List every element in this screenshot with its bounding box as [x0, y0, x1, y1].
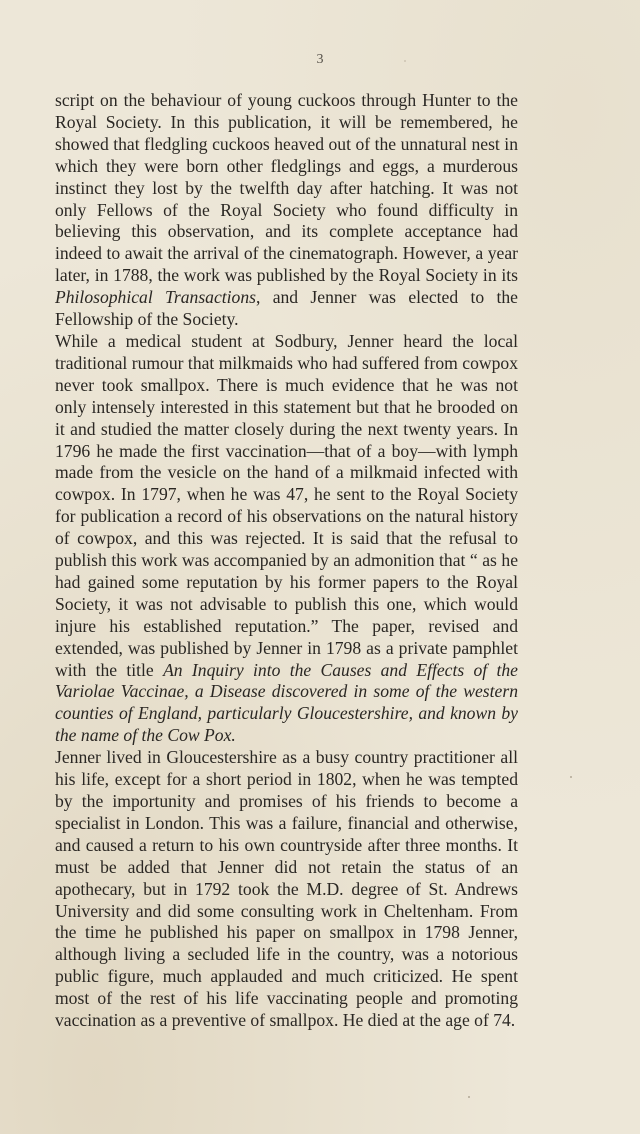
paper-speck — [570, 776, 572, 778]
paragraph-1-italic-title: Philosophical Transactions — [55, 287, 256, 308]
paper-speck — [468, 1096, 470, 1098]
paper-speck — [404, 60, 406, 62]
paragraph-2 — [55, 331, 518, 747]
paragraph-3-text-1: Jenner lived in Gloucestershire as a busy country practitioner all his life, except for a short period in 1802, when he was tempted by the importunity and promises of his friends to become a specialist in London. This was a failure, financial and otherwise, and caused a return to his own countryside after three months. It must be added that Jenner did not retain the status of an apothecary, but in 1792 took the M.D. degree of St. Andrews University and did some consulting work in Cheltenham. From the time he published his paper on smallpox in 1798 Jenner, although living a secluded life in the country, was a notorious public figure, much applauded and much criticized. He spent most of the rest of his life vaccinating people and promoting vaccination as a preventive of smallpox. He died at the age of 74. — [55, 747, 518, 1031]
paragraph-1 — [55, 90, 518, 331]
paragraph-3 — [55, 747, 518, 1032]
page-number: 3 — [316, 52, 324, 67]
body-text — [55, 90, 518, 1032]
paragraph-1-text-2: , and Jenner was elected to the Fellowship of the Society. — [55, 287, 518, 330]
paragraph-2-italic-title: An Inquiry into the Causes and Effects of the Variolae Vaccinae, a Disease discovered in some of the western counties of England, particularly Gloucestershire, and known by the name of the Cow Pox. — [55, 659, 518, 746]
paragraph-1-text-1: script on the behaviour of young cuckoos through Hunter to the Royal Society. In this publication, it will be remembered, he showed that fledgling cuckoos heaved out of the unnatural nest in which they were born other fledglings and eggs, a murderous instinct they lost by the twelfth day after hatching. It was not only Fellows of the Royal Society who found difficulty in believing this observation, and its complete acceptance had indeed to await the arrival of the cinematograph. However, a year later, in 1788, the work was published by the Royal Society in its — [55, 90, 518, 286]
paragraph-2-text-1: While a medical student at Sodbury, Jenner heard the local traditional rumour that milkmaids who had suffered from cowpox never took smallpox. There is much evidence that he was not only intensely interested in this statement but that he brooded on it and studied the matter closely during the next twenty years. In 1796 he made the first vaccination—that of a boy—with lymph made from the vesicle on the hand of a milkmaid infected with cowpox. In 1797, when he was 47, he sent to the Royal Society for publication a record of his observations on the natural history of cowpox, and this was rejected. It is said that the refusal to publish this work was accompanied by an admonition that “ as he had gained some reputation by his former papers to the Royal Society, it was not advisable to publish this one, which would injure his established reputation.” The paper, revised and extended, was published by Jenner in 1798 as a private pamphlet with the title — [55, 330, 518, 680]
